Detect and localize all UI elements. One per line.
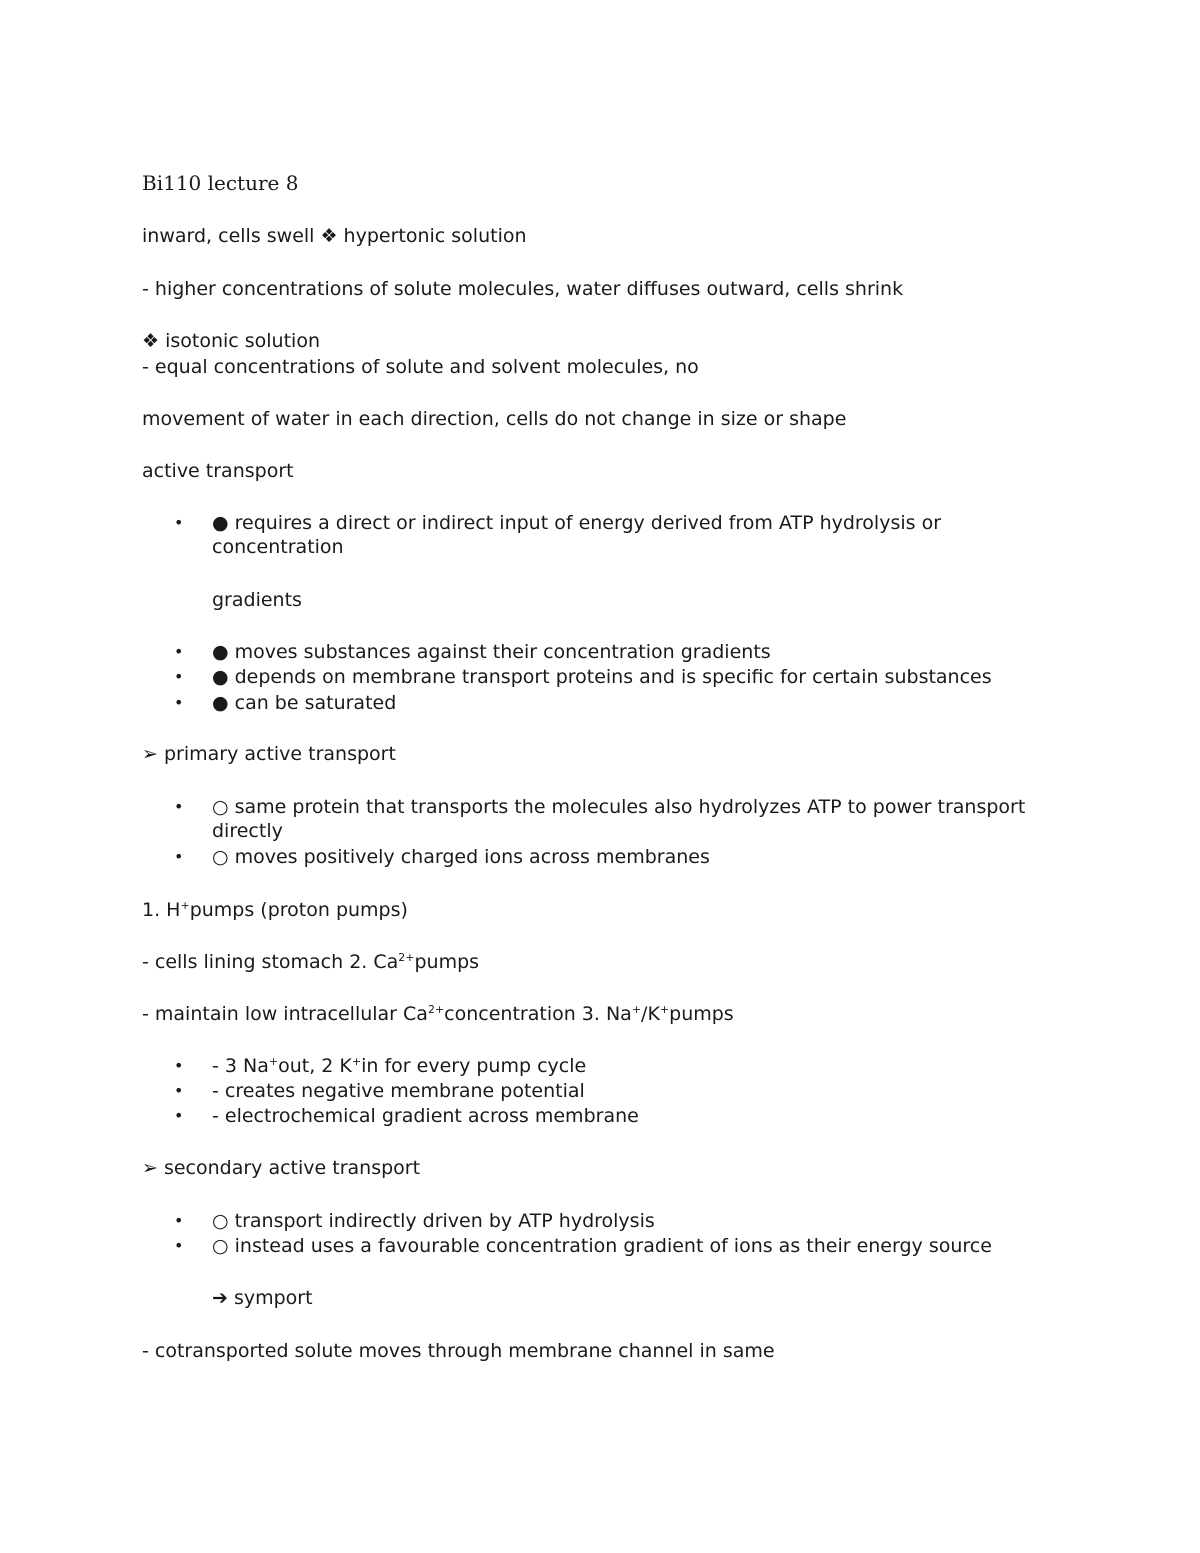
text-line-isotonic: ❖ isotonic solution: [142, 330, 320, 352]
list-item-negative-potential: - creates negative membrane potential: [212, 1080, 585, 1102]
superscript: +: [631, 1003, 642, 1016]
text-line-nak-pumps: [142, 1002, 734, 1026]
bullet-icon: •: [174, 667, 184, 686]
ca-pump-prefix: - cells lining stomach 2. Ca: [142, 951, 399, 973]
list-item-3na-2k: [212, 1054, 586, 1078]
heading-primary-active-transport: ➢ primary active transport: [142, 743, 396, 765]
list-item-requires: ● requires a direct or indirect input of energy derived from ATP hydrolysis or: [212, 512, 942, 534]
superscript: +: [268, 1055, 279, 1068]
text-line-ca-pumps: [142, 950, 479, 974]
text-line-equal: - equal concentrations of solute and solvent molecules, no: [142, 356, 699, 378]
nak-mid: out, 2 K: [278, 1055, 352, 1077]
superscript: 2+: [427, 1003, 445, 1016]
bullet-icon: •: [174, 847, 184, 866]
bullet-icon: •: [174, 642, 184, 661]
list-item-depends: ● depends on membrane transport proteins and is specific for certain substances: [212, 666, 992, 688]
bullet-icon: •: [174, 1236, 184, 1255]
list-item-same-protein: ○ same protein that transports the molecules also hydrolyzes ATP to power transport: [212, 796, 1026, 818]
superscript: +: [351, 1055, 362, 1068]
bullet-icon: •: [174, 513, 184, 532]
list-item-moves: ● moves substances against their concentration gradients: [212, 641, 771, 663]
list-item-requires-cont: concentration: [212, 536, 344, 558]
document-title: Bi110 lecture 8: [142, 171, 299, 195]
bullet-icon: •: [174, 1106, 184, 1125]
list-item-symport: ➔ symport: [212, 1287, 313, 1309]
list-item-electrochemical: - electrochemical gradient across membrane: [212, 1105, 639, 1127]
nak-suffix: in for every pump cycle: [361, 1055, 587, 1077]
heading-secondary-active-transport: ➢ secondary active transport: [142, 1157, 421, 1179]
list-item-indirect: ○ transport indirectly driven by ATP hydrolysis: [212, 1210, 655, 1232]
bullet-icon: •: [174, 1056, 184, 1075]
bullet-icon: •: [174, 1081, 184, 1100]
h-pump-prefix: 1. H: [142, 899, 181, 921]
list-item-positive-ions: ○ moves positively charged ions across membranes: [212, 846, 710, 868]
list-item-requires-gradients: gradients: [212, 589, 302, 611]
text-line-movement: movement of water in each direction, cells do not change in size or shape: [142, 408, 847, 430]
text-line-higher: - higher concentrations of solute molecules, water diffuses outward, cells shrink: [142, 278, 904, 300]
superscript: +: [180, 899, 190, 912]
low-ca-mid: concentration 3. Na: [444, 1003, 632, 1025]
low-ca-suffix: pumps: [669, 1003, 734, 1025]
h-pump-suffix: pumps (proton pumps): [189, 899, 408, 921]
superscript: 2+: [398, 951, 415, 964]
bullet-icon: •: [174, 797, 184, 816]
superscript: +: [659, 1003, 670, 1016]
low-ca-mid2: /K: [641, 1003, 660, 1025]
nak-prefix: - 3 Na: [212, 1055, 269, 1077]
text-line-cotransported: - cotransported solute moves through membrane channel in same: [142, 1340, 775, 1362]
bullet-icon: •: [174, 1211, 184, 1230]
bullet-icon: •: [174, 693, 184, 712]
text-line-inward: inward, cells swell ❖ hypertonic solution: [142, 225, 527, 247]
list-item-same-protein-cont: directly: [212, 820, 283, 842]
list-item-favourable: ○ instead uses a favourable concentration gradient of ions as their energy source: [212, 1235, 992, 1257]
text-line-h-pumps: [142, 898, 408, 922]
ca-pump-suffix: pumps: [414, 951, 480, 973]
list-item-saturated: ● can be saturated: [212, 692, 397, 714]
heading-active-transport: active transport: [142, 460, 294, 482]
low-ca-prefix: - maintain low intracellular Ca: [142, 1003, 428, 1025]
